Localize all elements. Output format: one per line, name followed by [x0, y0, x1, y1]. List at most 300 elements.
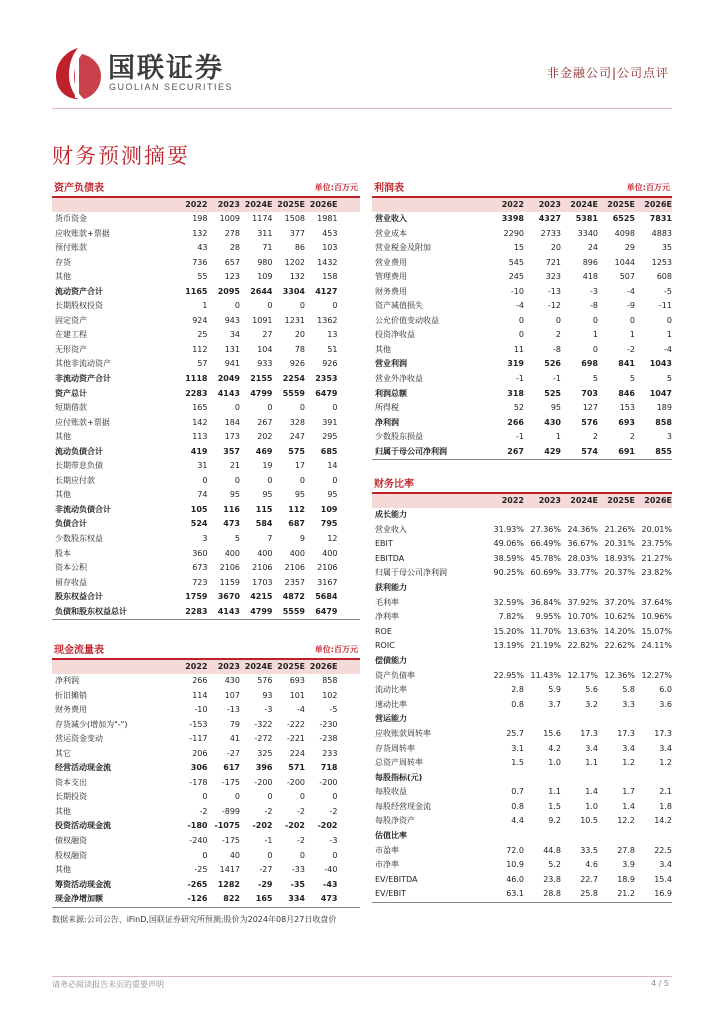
table-row [52, 761, 360, 776]
value-cell: 0 [332, 301, 338, 311]
value-cell: 453 [322, 228, 338, 238]
year-header-cell: 2022 [501, 496, 524, 505]
income-statement-table [372, 178, 672, 460]
table-row [372, 537, 672, 552]
value-cell: 173 [224, 432, 240, 442]
value-cell: 131 [224, 344, 240, 354]
row-label: 流动比率 [375, 685, 407, 695]
value-cell: 1009 [219, 214, 240, 223]
value-cell: 10.9 [506, 860, 524, 870]
value-cell: 11 [513, 344, 524, 354]
year-header-cell: 2025E [277, 200, 305, 209]
income-statement-unit: 单位:百万元 [626, 183, 670, 192]
row-label: 每股指标(元) [375, 772, 423, 782]
value-cell [524, 654, 561, 669]
value-cell: 1 [592, 330, 598, 340]
row-label: 货币资金 [55, 214, 87, 223]
value-cell: 5.8 [622, 685, 635, 695]
value-cell: 795 [320, 519, 338, 529]
table-row [372, 212, 672, 227]
table-row [372, 756, 672, 771]
value-cell: -221 [286, 734, 305, 744]
value-cell: 2.1 [659, 787, 672, 797]
logo-text-cn: 国联证券 [108, 53, 224, 84]
value-cell: -2 [329, 806, 338, 816]
row-label: 营业利润 [375, 359, 407, 369]
value-cell: 323 [545, 272, 561, 282]
value-cell: 37.92% [567, 597, 598, 607]
value-cell: 24 [587, 243, 598, 253]
value-cell: 0.7 [511, 787, 524, 797]
value-cell: -3 [264, 705, 273, 715]
value-cell: 0 [518, 315, 524, 325]
value-cell: 1118 [185, 374, 208, 384]
value-cell [598, 712, 635, 727]
value-cell: -33 [291, 865, 305, 875]
value-cell: -265 [187, 879, 208, 889]
value-cell: -1075 [214, 821, 240, 831]
row-label: 净利率 [375, 612, 399, 622]
value-cell: 27.36% [530, 524, 561, 534]
row-label: 存货 [55, 257, 71, 267]
value-cell: 24.11% [641, 641, 672, 651]
value-cell: 673 [192, 563, 208, 573]
value-cell: -322 [254, 719, 273, 729]
value-cell: 576 [257, 676, 273, 685]
value-cell [561, 508, 598, 523]
value-cell: 22.82% [567, 641, 598, 651]
table-row [52, 285, 360, 300]
ratios-title: 财务比率 [374, 479, 414, 490]
value-cell: 0 [555, 315, 561, 325]
table-row [372, 771, 672, 786]
header-label-cell [372, 494, 487, 508]
value-cell: 3.4 [622, 743, 635, 753]
value-cell: 245 [508, 272, 524, 282]
value-cell: 575 [288, 446, 305, 456]
value-cell: 45.78% [530, 553, 561, 563]
value-cell: -4 [664, 344, 672, 354]
value-cell: 23.8 [543, 874, 561, 884]
value-cell: 1703 [252, 577, 273, 587]
value-cell: 15.07% [641, 626, 672, 636]
value-cell: -899 [221, 806, 240, 816]
value-cell: 0 [299, 403, 305, 413]
table-row [372, 387, 672, 402]
value-cell: 189 [656, 403, 672, 413]
cashflow-unit: 单位:百万元 [314, 645, 358, 654]
value-cell [524, 771, 561, 786]
value-cell: 0 [332, 792, 338, 802]
value-cell: 158 [322, 272, 338, 282]
table-row [52, 387, 360, 402]
value-cell [598, 654, 635, 669]
value-cell: 113 [192, 432, 208, 442]
row-label: 获利能力 [375, 582, 407, 592]
row-label: 非流动负债合计 [55, 504, 111, 514]
value-cell: 328 [289, 417, 305, 427]
row-label: 净利润 [55, 676, 79, 685]
value-cell: 571 [288, 763, 305, 773]
value-cell: 25.7 [506, 728, 524, 738]
value-cell: 5 [592, 374, 598, 384]
value-cell: -29 [258, 879, 273, 889]
table-row [52, 703, 360, 718]
value-cell [487, 712, 524, 727]
cashflow-header [52, 640, 360, 660]
table-row [52, 718, 360, 733]
value-cell: -175 [221, 836, 240, 846]
table-row [372, 581, 672, 596]
year-header-cell: 2022 [185, 662, 208, 671]
value-cell: 266 [507, 417, 524, 427]
value-cell: 66.49% [530, 539, 561, 549]
row-label: 无形资产 [55, 344, 87, 354]
table-row [52, 790, 360, 805]
table-row [52, 689, 360, 704]
value-cell: 2 [592, 432, 598, 442]
value-cell: -1 [264, 836, 273, 846]
table-row [372, 698, 672, 713]
table-row [52, 805, 360, 820]
row-label: 股本 [55, 548, 71, 558]
value-cell: 109 [257, 272, 273, 282]
row-label: 估值比率 [375, 831, 407, 841]
table-row [52, 732, 360, 747]
table-row [52, 256, 360, 271]
value-cell: 11.70% [530, 626, 561, 636]
table-row [372, 669, 672, 684]
value-cell: 1282 [217, 879, 240, 889]
table-row [372, 508, 672, 523]
value-cell: 2049 [217, 374, 240, 384]
value-cell: 1253 [651, 257, 672, 267]
row-label: 流动资产合计 [55, 286, 103, 296]
table-row [52, 834, 360, 849]
year-header-cell: 2026E [309, 662, 338, 671]
value-cell: 165 [192, 403, 208, 413]
value-cell: 2 [555, 330, 561, 340]
header-label-cell [52, 660, 175, 674]
value-cell: 4.2 [548, 743, 561, 753]
value-cell: 7831 [649, 214, 672, 223]
table-row [52, 605, 360, 621]
value-cell: 306 [190, 763, 208, 773]
value-cell: 0 [629, 315, 635, 325]
value-cell: 3167 [317, 577, 338, 587]
year-header-cell: 2026E [644, 200, 672, 209]
value-cell [524, 829, 561, 844]
row-label: 其他 [55, 806, 71, 816]
value-cell: 1.1 [548, 787, 561, 797]
value-cell: 18.93% [604, 553, 635, 563]
row-label: 在建工程 [55, 330, 87, 340]
value-cell: 5684 [315, 592, 338, 602]
value-cell: 15.6 [543, 728, 561, 738]
value-cell: 943 [224, 315, 240, 325]
value-cell: 1.8 [659, 801, 672, 811]
row-label: EBIT [375, 539, 393, 549]
row-label: 其它 [55, 748, 71, 758]
value-cell: -9 [627, 301, 635, 311]
row-label: EV/EBITDA [375, 874, 418, 884]
row-label: 少数股东权益 [55, 534, 103, 544]
row-label: 债权融资 [55, 836, 87, 846]
value-cell: 0 [202, 850, 208, 860]
row-label: 负债合计 [55, 519, 87, 529]
value-cell: 1.1 [585, 758, 598, 768]
value-cell: 33.77% [567, 568, 598, 578]
value-cell: -13 [547, 286, 561, 296]
table-row [52, 747, 360, 762]
value-cell: 224 [289, 748, 305, 758]
value-cell: 6525 [612, 214, 635, 223]
table-row [52, 372, 360, 387]
value-cell: 1047 [649, 388, 672, 398]
value-cell: 2106 [284, 563, 305, 573]
table-row [52, 357, 360, 372]
value-cell: -10 [510, 286, 524, 296]
value-cell: 693 [618, 417, 635, 427]
row-label: ROE [375, 626, 392, 636]
header-divider [52, 108, 672, 109]
logo-mark-icon [52, 44, 104, 102]
value-cell: 334 [288, 894, 305, 904]
value-cell: -2 [297, 836, 305, 846]
value-cell: -1 [553, 374, 561, 384]
value-cell [561, 829, 598, 844]
value-cell: 617 [223, 763, 240, 773]
value-cell: 723 [192, 577, 208, 587]
value-cell: 469 [255, 446, 273, 456]
value-cell: 2 [629, 432, 635, 442]
row-label: 每股收益 [375, 787, 407, 797]
value-cell: 1202 [284, 257, 305, 267]
table-row [52, 849, 360, 864]
value-cell: -4 [516, 301, 524, 311]
table-row [52, 212, 360, 227]
value-cell: 360 [192, 548, 208, 558]
value-cell: 3.4 [585, 743, 598, 753]
value-cell: 115 [255, 504, 273, 514]
value-cell: 576 [581, 417, 598, 427]
value-cell: -3 [590, 286, 598, 296]
value-cell: 51 [327, 344, 338, 354]
row-label: 偿债能力 [375, 655, 407, 665]
value-cell: 3.9 [622, 860, 635, 870]
value-cell: 12 [327, 534, 338, 544]
table-row [372, 814, 672, 829]
value-cell: -202 [284, 821, 305, 831]
table-row [372, 241, 672, 256]
table-row [372, 299, 672, 314]
table-row [52, 517, 360, 532]
row-label: 其他 [55, 490, 71, 500]
row-label: 非流动资产合计 [55, 374, 111, 384]
value-cell: 318 [507, 388, 524, 398]
value-cell: 524 [190, 519, 208, 529]
value-cell: 22.62% [604, 641, 635, 651]
value-cell: 23.82% [641, 568, 672, 578]
value-cell: 86 [294, 243, 305, 253]
table-row [372, 552, 672, 567]
value-cell: 12.2 [617, 816, 635, 826]
value-cell: -126 [187, 894, 208, 904]
table-row [52, 416, 360, 431]
value-cell: 38.59% [493, 553, 524, 563]
value-cell: 17.3 [580, 728, 598, 738]
value-cell: 13 [327, 330, 338, 340]
value-cell: 16.9 [654, 889, 672, 899]
row-label: 归属于母公司净利润 [375, 446, 447, 456]
value-cell: 72.0 [506, 845, 524, 855]
value-cell: 736 [192, 257, 208, 267]
value-cell: 2644 [250, 286, 273, 296]
value-cell: 7.82% [498, 612, 524, 622]
value-cell: 49.06% [493, 539, 524, 549]
value-cell: -178 [189, 777, 208, 787]
row-label: 市净率 [375, 860, 399, 870]
value-cell: 2.8 [511, 685, 524, 695]
value-cell: 10.70% [567, 612, 598, 622]
row-label: 负债和股东权益总计 [55, 606, 127, 616]
row-label: 利润总额 [375, 388, 407, 398]
row-label: 经营活动现金流 [55, 763, 111, 773]
table-row [52, 401, 360, 416]
value-cell: 36.67% [567, 539, 598, 549]
value-cell: 60.69% [530, 568, 561, 578]
value-cell: 429 [544, 446, 561, 456]
value-cell: 267 [257, 417, 273, 427]
value-cell: 718 [320, 763, 338, 773]
page-title: 财务预测摘要 [52, 144, 190, 168]
value-cell: 0 [592, 344, 598, 354]
table-row [372, 270, 672, 285]
value-cell: 14.2 [654, 816, 672, 826]
value-cell: 1.7 [622, 787, 635, 797]
table-row [52, 532, 360, 547]
value-cell: -222 [286, 719, 305, 729]
year-header-row [372, 494, 672, 508]
value-cell: 0.8 [511, 699, 524, 709]
table-row [372, 625, 672, 640]
table-row [372, 401, 672, 416]
value-cell: 933 [257, 359, 273, 369]
value-cell: 391 [322, 417, 338, 427]
value-cell: 95 [550, 403, 561, 413]
row-label: 营业费用 [375, 257, 407, 267]
value-cell: 21.19% [530, 641, 561, 651]
row-label: 营运能力 [375, 714, 407, 724]
year-header-row [52, 660, 360, 674]
row-label: 流动负债合计 [55, 446, 103, 456]
row-label: EBITDA [375, 553, 405, 563]
row-label: 毛利率 [375, 597, 399, 607]
value-cell: 132 [192, 228, 208, 238]
value-cell: 24.36% [567, 524, 598, 534]
value-cell: -200 [286, 777, 305, 787]
value-cell: 3398 [501, 214, 524, 223]
value-cell: 0 [518, 330, 524, 340]
row-label: 资产总计 [55, 388, 87, 398]
value-cell: -200 [254, 777, 273, 787]
value-cell: 17 [294, 461, 305, 471]
value-cell: 25 [197, 330, 208, 340]
value-cell: 0 [592, 315, 598, 325]
company-logo [52, 44, 242, 104]
table-row [372, 596, 672, 611]
value-cell: 2106 [317, 563, 338, 573]
row-label: 其他 [55, 432, 71, 442]
value-cell: -11 [658, 301, 672, 311]
value-cell: 1 [666, 330, 672, 340]
footer-divider [52, 976, 672, 977]
value-cell: 400 [224, 548, 240, 558]
value-cell: 28.03% [567, 553, 598, 563]
row-label: 预付账款 [55, 243, 87, 253]
value-cell: 278 [224, 228, 240, 238]
value-cell: 5 [666, 374, 672, 384]
value-cell: 5 [234, 534, 240, 544]
year-header-row [52, 198, 360, 212]
table-row [372, 343, 672, 358]
value-cell: 855 [655, 446, 672, 456]
header-label-cell [372, 198, 487, 212]
financial-ratios-table [372, 474, 672, 903]
table-row [52, 270, 360, 285]
value-cell: 4143 [217, 388, 240, 398]
balance-sheet-unit: 单位:百万元 [314, 183, 358, 192]
value-cell: 1.0 [585, 801, 598, 811]
table-row [372, 654, 672, 669]
value-cell: 3304 [282, 286, 305, 296]
value-cell: 473 [223, 519, 240, 529]
value-cell: 247 [289, 432, 305, 442]
value-cell: 17.3 [654, 728, 672, 738]
footer-disclaimer: 请务必阅读报告末页的重要声明 [52, 980, 164, 989]
row-label: 资产减值损失 [375, 301, 423, 311]
value-cell: 1362 [317, 315, 338, 325]
value-cell: 693 [289, 676, 305, 685]
value-cell: 896 [582, 257, 598, 267]
value-cell: 926 [322, 359, 338, 369]
value-cell: 27.8 [617, 845, 635, 855]
value-cell: 1 [555, 432, 561, 442]
value-cell [561, 654, 598, 669]
value-cell: 1.0 [548, 758, 561, 768]
row-label: 投资净收益 [375, 330, 415, 340]
balance-sheet-table [52, 178, 360, 620]
table-row [372, 639, 672, 654]
value-cell: 5 [629, 374, 635, 384]
value-cell: -27 [259, 865, 273, 875]
row-label: 每股净资产 [375, 816, 415, 826]
row-label: 筹资活动现金流 [55, 879, 111, 889]
value-cell: -12 [547, 301, 561, 311]
value-cell: 32.59% [493, 597, 524, 607]
row-label: 长期投资 [55, 792, 87, 802]
value-cell: 4215 [250, 592, 273, 602]
row-label: 固定资产 [55, 315, 87, 325]
table-row [372, 372, 672, 387]
value-cell: 102 [322, 690, 338, 700]
value-cell: 28.8 [543, 889, 561, 899]
value-cell: 0 [234, 792, 240, 802]
value-cell: 22.95% [493, 670, 524, 680]
value-cell: 3 [202, 534, 208, 544]
value-cell: -202 [252, 821, 273, 831]
value-cell: 23.75% [641, 539, 672, 549]
